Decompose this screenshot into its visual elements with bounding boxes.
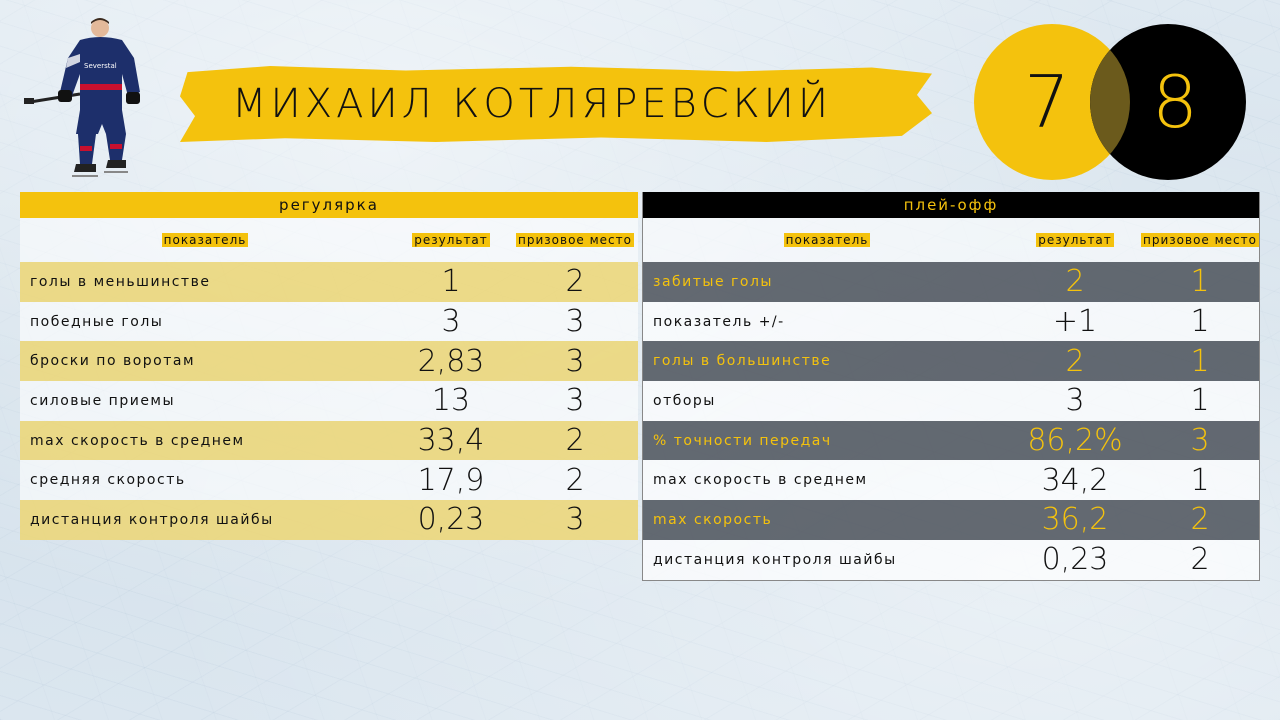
result-cell: 2 — [1065, 343, 1085, 379]
column-header-place: призовое место — [518, 233, 632, 247]
column-header-place: призовое место — [1143, 233, 1257, 247]
table-row — [643, 540, 1259, 580]
place-cell: 3 — [565, 343, 585, 379]
place-cell: 2 — [1190, 542, 1210, 578]
result-cell: 17,9 — [417, 462, 485, 498]
number-right: 8 — [1152, 60, 1198, 144]
table-row — [643, 302, 1259, 342]
indicator-cell: max скорость — [653, 511, 773, 528]
indicator-cell: победные голы — [30, 313, 164, 330]
place-cell: 2 — [565, 264, 585, 300]
result-cell: 86,2% — [1027, 423, 1123, 459]
place-cell: 1 — [1190, 343, 1210, 379]
column-header-result: результат — [414, 233, 488, 247]
place-cell: 2 — [1190, 502, 1210, 538]
result-cell: 36,2 — [1041, 502, 1109, 538]
regular-header-row — [20, 218, 638, 262]
indicator-cell: средняя скорость — [30, 472, 186, 489]
place-cell: 3 — [1190, 423, 1210, 459]
indicator-cell: max скорость в среднем — [30, 432, 245, 449]
table-row — [643, 460, 1259, 500]
indicator-cell: дистанция контроля шайбы — [653, 551, 897, 568]
player-photo — [22, 14, 152, 184]
column-header-indicator: показатель — [163, 233, 247, 247]
result-cell: 34,2 — [1041, 462, 1109, 498]
place-cell: 1 — [1190, 264, 1210, 300]
table-row — [20, 262, 638, 302]
indicator-cell: % точности передач — [653, 432, 832, 449]
column-header-result: результат — [1038, 233, 1112, 247]
table-row — [20, 421, 638, 461]
playoff-title: плей-офф — [643, 192, 1259, 218]
table-row — [643, 262, 1259, 302]
table-row — [20, 302, 638, 342]
indicator-cell: голы в меньшинстве — [30, 273, 211, 290]
table-row — [643, 500, 1259, 540]
indicator-cell: отборы — [653, 392, 716, 409]
place-cell: 3 — [565, 304, 585, 340]
place-cell: 1 — [1190, 462, 1210, 498]
place-cell: 2 — [565, 462, 585, 498]
regular-season-table — [20, 192, 638, 540]
table-row — [20, 381, 638, 421]
indicator-cell: силовые приемы — [30, 392, 176, 409]
indicator-cell: показатель +/- — [653, 313, 785, 330]
result-cell: 3 — [441, 304, 461, 340]
indicator-cell: броски по воротам — [30, 353, 196, 370]
result-cell: +1 — [1052, 304, 1098, 340]
player-name: МИХАИЛ КОТЛЯРЕВСКИЙ — [232, 81, 833, 127]
place-cell: 3 — [565, 383, 585, 419]
table-row — [20, 460, 638, 500]
place-cell: 1 — [1190, 304, 1210, 340]
svg-text:Severstal: Severstal — [84, 62, 117, 70]
place-cell: 1 — [1190, 383, 1210, 419]
indicator-cell: голы в большинстве — [653, 353, 832, 370]
playoff-table — [642, 192, 1260, 581]
table-row — [643, 341, 1259, 381]
result-cell: 13 — [431, 383, 471, 419]
result-cell: 0,23 — [1041, 542, 1109, 578]
result-cell: 3 — [1065, 383, 1085, 419]
table-row — [643, 381, 1259, 421]
playoff-header-row — [643, 218, 1259, 262]
indicator-cell: дистанция контроля шайбы — [30, 511, 274, 528]
place-cell: 2 — [565, 423, 585, 459]
table-row — [20, 500, 638, 540]
regular-season-title: регулярка — [20, 192, 638, 218]
result-cell: 33,4 — [417, 423, 485, 459]
result-cell: 0,23 — [417, 502, 485, 538]
place-cell: 3 — [565, 502, 585, 538]
result-cell: 2,83 — [417, 343, 485, 379]
table-row — [20, 341, 638, 381]
number-left: 7 — [1024, 60, 1070, 144]
table-row — [643, 421, 1259, 461]
result-cell: 1 — [441, 264, 461, 300]
column-header-indicator: показатель — [785, 233, 869, 247]
indicator-cell: забитые голы — [653, 273, 773, 290]
indicator-cell: max скорость в среднем — [653, 472, 868, 489]
result-cell: 2 — [1065, 264, 1085, 300]
number-circles — [974, 24, 1246, 180]
